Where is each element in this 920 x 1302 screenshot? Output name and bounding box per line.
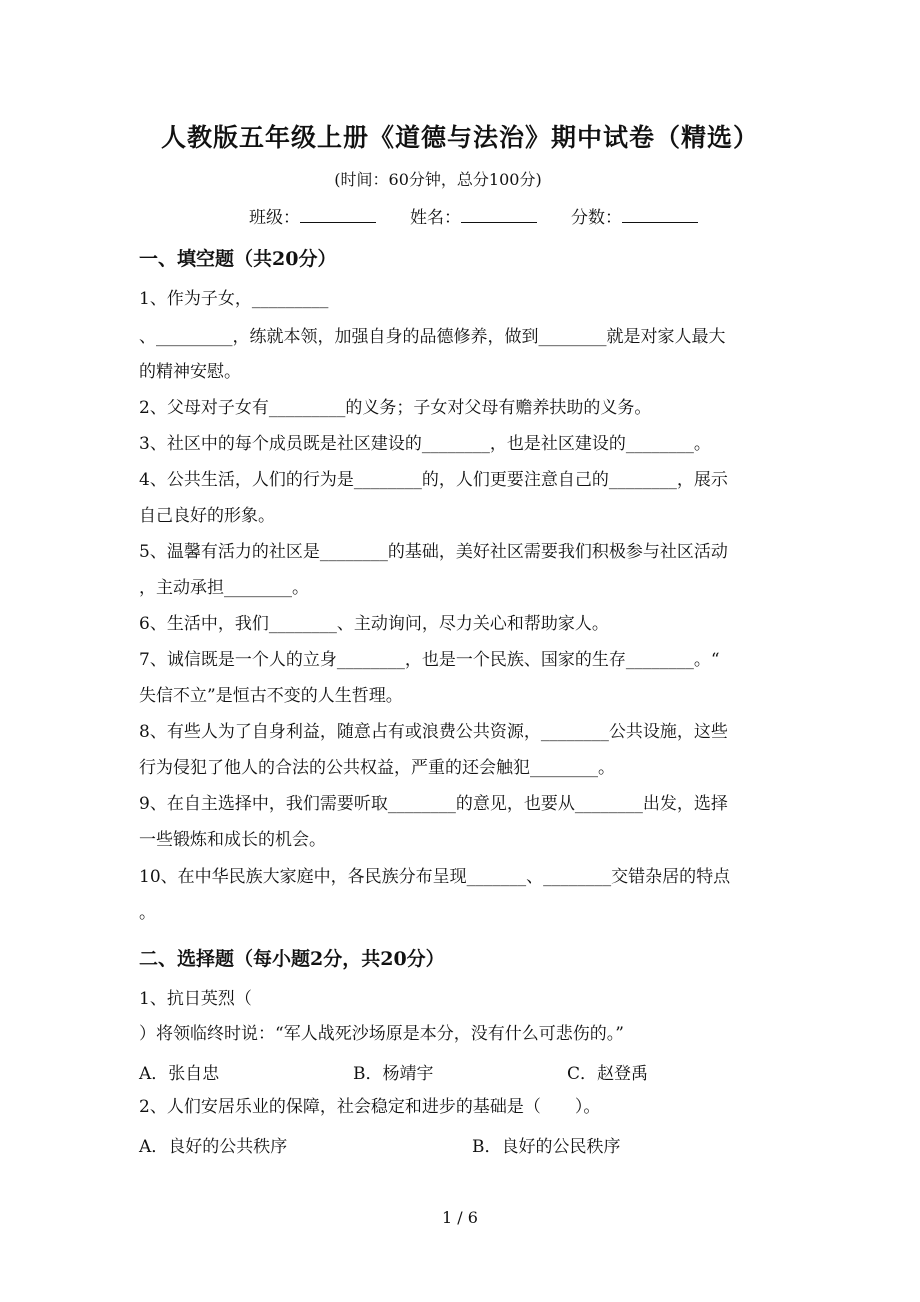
question-line: 的精神安慰。 bbox=[139, 362, 241, 382]
name-field bbox=[410, 203, 537, 228]
question-line: 2、父母对子女有_________的义务；子女对父母有赡养扶助的义务。 bbox=[139, 398, 652, 418]
question-line: 行为侵犯了他人的合法的公共权益，严重的还会触犯________。 bbox=[139, 758, 615, 778]
page-title: 人教版五年级上册《道德与法治》期中试卷（精选） bbox=[160, 123, 759, 152]
q2-option-b[interactable]: B．良好的公民秩序 bbox=[472, 1137, 621, 1157]
section-heading-fill-in: 一、填空题（共20分） bbox=[139, 248, 337, 270]
question-line: 6、生活中，我们________、主动询问，尽力关心和帮助家人。 bbox=[139, 614, 609, 634]
question-line: 2、人们安居乐业的保障，社会稳定和进步的基础是（ ）。 bbox=[139, 1097, 601, 1117]
question-line: 4、公共生活，人们的行为是________的，人们更要注意自己的________，展示 bbox=[139, 470, 728, 490]
name-blank[interactable] bbox=[461, 208, 537, 223]
question-line: 3、社区中的每个成员既是社区建设的________，也是社区建设的________。 bbox=[139, 434, 711, 454]
page-number: 1 / 6 bbox=[442, 1208, 478, 1227]
question-line: 1、作为子女，_________ bbox=[139, 289, 329, 309]
question-line: 1、抗日英烈（ bbox=[139, 989, 252, 1009]
class-label: 班级： bbox=[249, 208, 300, 228]
class-blank[interactable] bbox=[300, 208, 376, 223]
question-line: 自己良好的形象。 bbox=[139, 506, 275, 526]
class-field bbox=[249, 203, 376, 228]
score-field bbox=[571, 203, 698, 228]
score-blank[interactable] bbox=[622, 208, 698, 223]
score-label: 分数： bbox=[571, 208, 622, 228]
question-line: 7、诚信既是一个人的立身________，也是一个民族、国家的生存________。“ bbox=[139, 650, 720, 670]
student-info-row bbox=[249, 203, 698, 228]
question-line: 8、有些人为了自身利益，随意占有或浪费公共资源，________公共设施，这些 bbox=[139, 722, 728, 742]
question-line: 10、在中华民族大家庭中，各民族分布呈现_______、________交错杂居的特点 bbox=[139, 867, 731, 887]
q1-option-b[interactable]: B．杨靖宇 bbox=[353, 1064, 434, 1084]
q1-option-c[interactable]: C．赵登禹 bbox=[567, 1064, 649, 1084]
q2-option-a[interactable]: A．良好的公共秩序 bbox=[139, 1137, 288, 1157]
question-line: 。 bbox=[139, 903, 156, 923]
question-line: 9、在自主选择中，我们需要听取________的意见，也要从________出发，选择 bbox=[139, 794, 728, 814]
section-heading-multiple-choice: 二、选择题（每小题2分，共20分） bbox=[139, 948, 445, 970]
question-line: 一些锻炼和成长的机会。 bbox=[139, 830, 326, 850]
question-line: 失信不立”是恒古不变的人生哲理。 bbox=[139, 686, 403, 706]
question-line: 、_________，练就本领，加强自身的品德修养，做到________就是对家人最大 bbox=[139, 327, 726, 347]
question-line: ）将领临终时说：“军人战死沙场原是本分，没有什么可悲伤的。” bbox=[139, 1024, 624, 1044]
q1-option-a[interactable]: A．张自忠 bbox=[139, 1064, 220, 1084]
exam-time-info: (时间：60分钟，总分100分) bbox=[334, 170, 542, 189]
question-line: ，主动承担________。 bbox=[139, 578, 309, 598]
question-line: 5、温馨有活力的社区是________的基础，美好社区需要我们积极参与社区活动 bbox=[139, 542, 728, 562]
name-label: 姓名： bbox=[410, 208, 461, 228]
